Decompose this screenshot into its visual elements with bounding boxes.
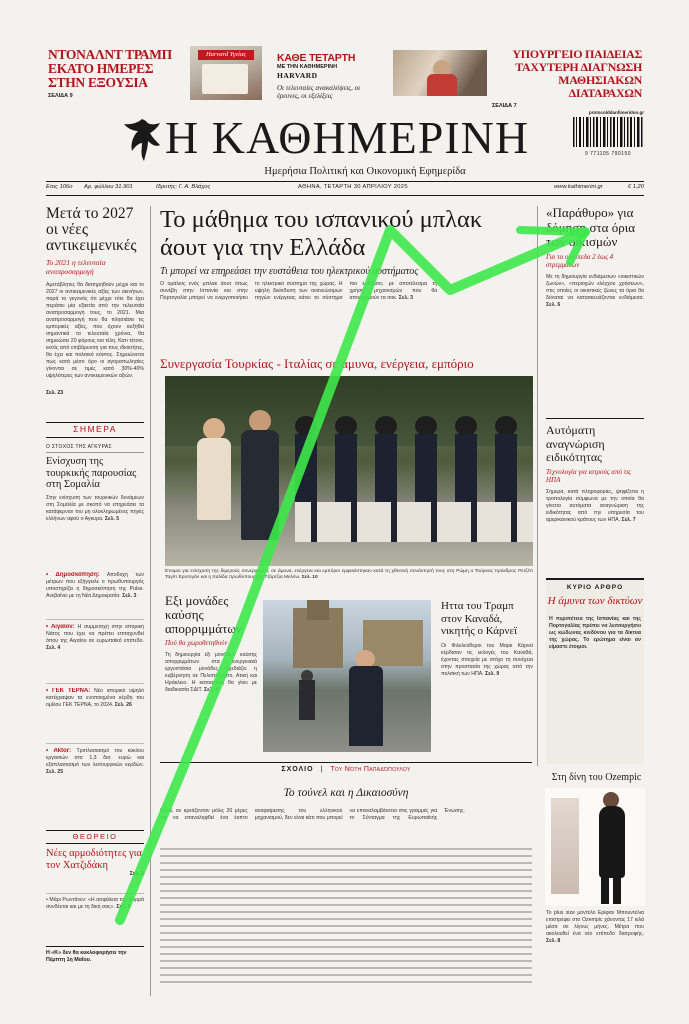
brief-item[interactable] — [46, 688, 144, 744]
theory-page2: Σελ. 8 — [116, 904, 131, 910]
barcode-bars — [572, 117, 644, 147]
auto-story — [546, 424, 644, 569]
photo-caption-text: Ετοιμοι για ενίσχυση της διμερούς συνεργασίας σε άμυνα, ενέργεια και εμπόριο εμφανίστηκαν κατά τη χθεσινή συνάντησή τους στη Ρώμη ο Τούρκος πρόεδρος Ρετζέπ Ταγίπ Ερντογάν και η Ιταλίδα πρωθυπουργός Τζόρτζια Μελόνι. — [165, 569, 533, 580]
lead-body-text: Αμετάβλητες θα διατηρηθούν μέχρι και το 2027 οι αντικειμενικές αξίες των ακινήτων, παρά το γεγονός ότι μέχρι τότε θα έχει περάσει μία εξαετία από την τελευταία αναπροσαρμογή τους, το 2021. Μια αναπροσαρμογή που θα πλησιάσει τις εμπορικές αξίες, που έχουν αυξηθεί σημαντικά τα τελευταία χρόνια, θα σημειώσει 20 φόρους και τέλη. Κατι τέτοιο, εκτός από επιβάρυνση για τους ιδιοκτήτες, θα έχει και πολιτικό κόστος. Σημειώνεται πως κατά μέσο όρο οι αγοραπωλησίες γίνονται σε τιμές κατά 30%-40% υψηλότερες των αντικειμενικών αξιών. — [46, 282, 144, 379]
masthead-founder: Ιδρυτής: Γ. Α. Βλάχος — [156, 184, 211, 190]
editorial-author: Του Νότη Παπαδόπουλου — [330, 766, 411, 773]
right-column — [546, 206, 644, 374]
masthead-title: Η ΚΑΘΗΜΕΡΙΝΗ — [165, 112, 530, 163]
right-body — [546, 274, 644, 374]
lead-title[interactable]: Μετά το 2027 οι νέες αντικειμενικές — [46, 205, 137, 254]
brief-item[interactable] — [46, 748, 144, 808]
teaser-harvard-brand: HARVARD — [277, 71, 318, 80]
today-header: ΣΗΜΕΡΑ — [73, 424, 117, 434]
main-body — [160, 281, 532, 337]
editorial-title[interactable]: Το τούνελ και η Δικαιοσύνη — [283, 787, 409, 799]
trump-body — [441, 643, 533, 733]
today-kicker: Ο ΣΤΟΧΟΣ ΤΗΣ ΑΓΚΥΡΑΣ — [46, 444, 144, 453]
main-article-box — [546, 578, 644, 764]
teaser-trump[interactable] — [48, 48, 180, 99]
carney-photo — [263, 600, 431, 752]
photo-caption — [165, 569, 533, 581]
brief-page: Σελ. 25 — [46, 769, 64, 775]
trump-story — [441, 600, 533, 733]
masthead-logo-eagle-icon — [120, 115, 164, 163]
auto-page: Σελ. 7 — [621, 516, 636, 523]
ozempic-page: Σελ. 8 — [546, 938, 561, 944]
brief-text: Τριπλασιασμό του κύκλου εργασιών στα 1,3 δισ. ευρώ και εξαπλασιασμό των λειτουργικών κερδών. — [46, 748, 144, 768]
briefs-list — [46, 572, 144, 808]
article-body — [549, 616, 641, 736]
today-page: Σελ. 5 — [104, 515, 120, 522]
barcode-number: 9 771105 790150 — [584, 151, 632, 157]
teaser-harvard-title: ΚΑΘΕ ΤΕΤΑΡΤΗ — [277, 52, 356, 64]
theory-header: ΘΕΩΡΕΙΟ — [72, 832, 118, 841]
energy-body — [165, 652, 257, 742]
masthead-year: Ετος 106ο — [46, 184, 73, 190]
lead-body — [46, 282, 144, 390]
right-sub: Για τα οικόπεδα 2 έως 4 στρεμμάτων — [546, 252, 614, 269]
energy-story — [165, 594, 257, 742]
teaser-harvard-subtitle: ΜΕ ΤΗΝ ΚΑΘΗΜΕΡΙΝΗ — [277, 64, 338, 70]
main-photo-erdogan-meloni — [165, 376, 533, 566]
auto-body-text: Σήμερα, κατά πληροφορίες, ψηφίζεται η τροπολογία σύμφωνα με την οποία θα γίνεται αυτόματα αναγνώριση της ειδικότητας από την υπηρεσία του αμερικανικού κράτους των ΗΠΑ. — [546, 488, 644, 523]
energy-title[interactable]: Εξι μονάδες καύσης απορριμμάτων — [165, 593, 242, 636]
left-column — [46, 206, 144, 396]
theory-section — [46, 848, 144, 941]
theory-title[interactable]: Νέες αρμοδιότητες για τον Χατζιδάκη — [46, 848, 142, 871]
brief-text: Αποδοχή των μέτρων που εξήγγειλε ο πρωθυπουργός υποστηρίζει η δημοσκόπηση της Pulse. Ανεβαίνει με τη Νέα Δημοκρατία. — [46, 572, 144, 599]
photo-headline[interactable]: Συνεργασία Τουρκίας - Ιταλίας σε άμυνα, ενέργεια, εμπόριο — [160, 356, 474, 371]
education-photo — [393, 50, 487, 96]
auto-title[interactable]: Αυτόματη αναγνώριση ειδικότητας — [546, 423, 605, 464]
auto-sub: Τεχνολογία για ιατρούς από τις ΗΠΑ — [546, 467, 631, 484]
today-title[interactable]: Ενίσχυση της τουρκικής παρουσίας στη Σομαλία — [46, 456, 137, 490]
masthead-price: € 1,20 — [627, 184, 644, 190]
brief-head: • Δημοσκόπηση: — [46, 572, 100, 578]
brief-page: Σελ. 3 — [122, 593, 137, 599]
masthead-issue: Αρ. φύλλου 31.901 — [84, 184, 133, 190]
main-subtitle: Τι μπορεί να επηρεάσει την ευστάθεια του ηλεκτρικού συστήματος — [160, 266, 419, 277]
harvard-magazine-masthead: Harvard Υγείας — [198, 50, 254, 60]
bottom-note: Η «Κ» δεν θα κυκλοφορήσει την Πέμπτη 1η Μαΐου. — [46, 950, 127, 963]
energy-page: Σελ. 6 — [204, 687, 219, 693]
teaser-education[interactable] — [492, 48, 642, 109]
right-page: Σελ. 6 — [546, 301, 561, 308]
brief-head: • Aktor: — [46, 748, 72, 754]
theory-body-text: • Μάρι Ρωντάνεν: «Η ασφάλεια του Βορρά συνδέεται και με τη δική σας». — [46, 897, 144, 910]
article-body-text: Η περιπέτεια της Ισπανίας και της Πορτογαλίας πρέπει να λειτουργήσει ως κώδωνας κινδύνου για τα δίκτυα της χώρας. Το ερώτημα είναι αν είμαστε έτοιμοι. — [549, 616, 641, 650]
teaser-education-title: ΥΠΟΥΡΓΕΙΟ ΠΑΙΔΕΙΑΣ ΤΑΧΥΤΕΡΗ ΔΙΑΓΝΩΣΗ ΜΑΘΗΣΙΑΚΩΝ ΔΙΑΤΑΡΑΧΩΝ — [512, 47, 642, 100]
brief-item[interactable] — [46, 572, 144, 620]
ozempic-title[interactable]: Στη δίνη του Ozempic — [551, 772, 642, 783]
harvard-magazine-image — [190, 46, 262, 100]
main-headline[interactable]: Το μάθημα του ισπανικού μπλακ άουτ για την Ελλάδα — [160, 206, 483, 261]
masthead-tagline: Ημερήσια Πολιτική και Οικονομική Εφημερίδα — [264, 166, 466, 177]
teaser-trump-title: ΝΤΟΝΑΛΝΤ ΤΡΑΜΠ ΕΚΑΤΟ ΗΜΕΡΕΣ ΣΤΗΝ ΕΞΟΥΣΙΑ — [48, 47, 172, 90]
brief-page: Σελ. 4 — [46, 645, 61, 651]
teaser-harvard[interactable] — [277, 52, 381, 100]
brief-text: Νέο ιστορικό υψηλό κατέγραψαν τα ενοποιημένα κέρδη του ομίλου ΓΕΚ ΤΕΡΝΑ, το 2024. — [46, 688, 144, 708]
energy-sub: Πού θα χωροθετηθούν — [165, 639, 228, 647]
masthead-site[interactable]: www.kathimerini.gr — [554, 184, 603, 190]
masthead-date: ΑΘΗΝΑ, ΤΕΤΑΡΤΗ 30 ΑΠΡΙΛΙΟΥ 2025 — [298, 184, 408, 190]
right-head[interactable]: «Παράθυρο» για δόμηση στα όρια των οικισμών — [546, 205, 636, 249]
ozempic-body — [546, 910, 644, 996]
trump-body-text: Οι Φιλελεύθεροι του Μαρκ Κάρνεϊ κέρδισαν τις εκλογές του Καναδά, έχοντας στοιχεία με στόχο τη συνέχεια στην προστασία της χώρας από την πολιτική των ΗΠΑ. — [441, 642, 533, 677]
brief-head: • ΓΕΚ ΤΕΡΝΑ: — [46, 688, 91, 694]
main-body-text: Ο ομάλιος ενός μπλακ άουτ όπως συνέβη στην Ισπανία και στην Πορτογαλία μπορεί να ενεργοποιήσει το ηλεκτρικό σύστημα της χώρας. Η υψηλή διείσδυση των ανανεώσιμων πηγών ενέργειας κάνει το σύστημα πιο ευάλωτο, με αποτέλεσμα τη χρήση μηχανισμών που θα απορροφούν τα σοκ. — [160, 281, 438, 301]
brief-item[interactable] — [46, 624, 144, 684]
article-title[interactable]: Η άμυνα των δικτύων — [547, 595, 643, 607]
teaser-trump-page: ΣΕΛΙΔΑ 9 — [48, 93, 73, 99]
editorial-body-text: Καλά, αν κρεάζονταν μόλις 20 μέρες για να επαναληφθεί ένα έκπτο αναφαίρεσης του ελληνικού μηχανισμού, δεν είναι κάτι που μπορεί να επαναλαμβάνεται στις γραμμές για το Σύνταγμα της Ευρωπαϊκής Ένωσης. — [160, 808, 465, 821]
theory-body — [46, 893, 144, 941]
today-body — [46, 495, 144, 537]
lead-subtitle: Το 2021 η τελευταία αναπροσαρμογή — [46, 258, 106, 276]
editorial-header: ΣΧΟΛΙΟ | Του Νότη Παπαδόπουλου — [281, 766, 411, 773]
today-section — [46, 444, 144, 537]
teaser-harvard-text: Οι τελευταίες ανακαλύψεις, οι έρευνες, οι εξελίξεις — [277, 84, 361, 100]
trump-title[interactable]: Ηττα του Τραμπ στον Καναδά, νικητής ο Κάρνεϊ — [441, 600, 518, 637]
brief-page: Σελ. 26 — [114, 702, 132, 708]
trump-page: Σελ. 9 — [485, 670, 500, 677]
theory-page: Σελ. 2 — [129, 871, 144, 877]
today-body-text: Στην ενίσχυση των τουρκικών δυνάμεων στη Σομαλία με σκοπό να επηρεάσει τα κατάφερναν του μη ολοκληρωμένες πηγές ελλήνων αφού ο Αγκυρα. — [46, 494, 144, 522]
brief-text: Η συμμετοχή στην ιστορική Νάτος που έχει να πρέπει επιταχυνθεί όπου της Αιγαίου σε ευρωπαϊκό επίπεδο. — [46, 624, 144, 644]
editorial-body — [160, 808, 532, 846]
teaser-education-page: ΣΕΛΙΔΑ 7 — [492, 103, 517, 109]
energy-body-text: Τη δημιουργία έξι μονάδων καύσης απορριμμάτων στα ενεργειακά εργοστάσια μονάδες σχεδιάζει η κυβέρνηση σε Πελοπόννησο, Ατική και Ηράκλειο. Η κατασκευή θα γίνει με διαδικασία ΣΔΙΤ. — [165, 652, 257, 693]
editorial-label: ΣΧΟΛΙΟ — [281, 766, 314, 773]
article-label: ΚΥΡΙΟ ΑΡΘΡΟ — [566, 584, 624, 591]
ozempic-body-text: Το plus size μοντέλο Ερίφαν Μπουντέλια επιστρέφει στο Ozempic χάνοντας 17 κιλά μέσα σε λίγους μήνες. Μέτρα που ακολουθεί ένα νέο επίπεδο διατροφής. — [546, 910, 644, 937]
right-body-text: Με τη δημιουργία ενδιάμεσων «οικιστικών ζωνών», «περιοχών ελέγχου χρήσεων», στις οποίες οι οικιστικές ζώνες τα όρια θα δύναται να κατασκευάζονται ενδιάμεσα. — [546, 273, 644, 301]
masthead-info-bar — [46, 184, 644, 194]
auto-body — [546, 489, 644, 569]
brief-head: • Αιγαίον: — [46, 624, 75, 630]
main-page: Σελ. 3 — [398, 295, 414, 301]
lead-page: Σελ. 23 — [46, 390, 64, 396]
photo-caption-page: Σελ. 10 — [301, 575, 318, 580]
barcode — [572, 110, 644, 156]
barcode-url: protocolddanfimeridon.gr — [589, 110, 644, 115]
editorial-body-filler — [160, 848, 532, 996]
ozempic-photo — [545, 788, 645, 906]
